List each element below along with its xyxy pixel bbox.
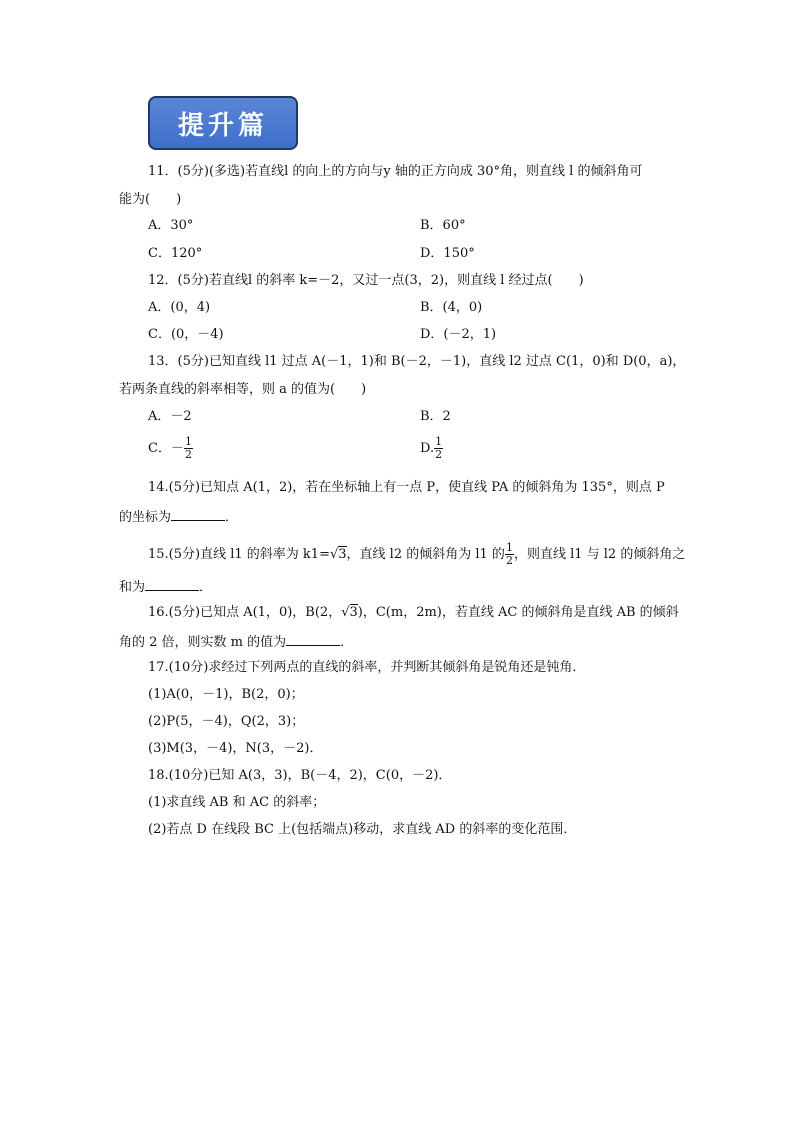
q11-option-a: A．30° (148, 218, 194, 233)
q12-option-d: D．(－2，1) (420, 327, 497, 342)
q13-option-a: A．－2 (148, 409, 192, 424)
q14-line2-prefix: 的坐标为 (119, 510, 172, 525)
q13-option-d-prefix: D. (420, 441, 435, 456)
q18-line1: 18.(10分)已知 A(3，3)，B(－4，2)，C(0，－2)． (148, 768, 452, 783)
section-banner: 提升篇 (148, 96, 298, 150)
q17-line1: 17.(10分)求经过下列两点的直线的斜率，并判断其倾斜角是锐角还是钝角． (148, 660, 586, 675)
q14-line2-suffix: ． (225, 510, 239, 525)
q16-line2-prefix: 角的 2 倍，则实数 m 的值为 (119, 635, 287, 650)
q11-line2: 能为( ) (119, 192, 182, 207)
q16-part2: )，C(m，2m)，若直线 AC 的倾斜角是直线 AB 的倾斜 (357, 605, 679, 620)
q15-part1: 15.(5分)直线 l1 的斜率为 k1= (148, 547, 330, 562)
answer-blank (145, 578, 199, 591)
q11-option-c: C．120° (148, 246, 203, 261)
q11-line1: 11．(5分)(多选)若直线l 的向上的方向与y 轴的正方向成 30°角，则直线 l 的倾斜角可 (148, 164, 643, 179)
q12-option-c: C．(0，－4) (148, 327, 224, 342)
answer-blank (171, 508, 225, 521)
sqrt-radicand: 3 (338, 547, 347, 562)
q16-line2 (119, 633, 353, 651)
fraction-numerator: 1 (505, 541, 513, 554)
sqrt-symbol: √ (341, 605, 350, 620)
q13-option-b: B．2 (420, 409, 451, 424)
q17-sub1: (1)A(0，－1)，B(2，0)； (148, 687, 304, 702)
q17-sub2: (2)P(5，－4)，Q(2，3)； (148, 714, 305, 729)
q11-option-d: D．150° (420, 246, 475, 261)
q15-line1 (148, 542, 685, 567)
q13-option-c (148, 436, 193, 461)
answer-blank (286, 633, 340, 646)
fraction-half (184, 436, 193, 461)
q18-sub1: (1)求直线 AB 和 AC 的斜率； (148, 795, 326, 810)
fraction-numerator: 1 (435, 435, 443, 448)
fraction-denominator: 2 (435, 448, 443, 461)
q14-line2 (119, 508, 238, 526)
q15-line2 (119, 578, 212, 596)
q12-option-a: A．(0，4) (148, 300, 211, 315)
sqrt-radicand: 3 (349, 605, 358, 620)
q18-sub2: (2)若点 D 在线段 BC 上(包括端点)移动，求直线 AD 的斜率的变化范围． (148, 822, 577, 837)
q14-line1: 14.(5分)已知点 A(1，2)，若在坐标轴上有一点 P，使直线 PA 的倾斜角为 135°，则点 P (148, 480, 665, 495)
q13-line2: 若两条直线的斜率相等，则 a 的值为( ) (119, 382, 367, 397)
q16-line2-suffix: ． (340, 635, 354, 650)
q16-part1: 16.(5分)已知点 A(1，0)，B(2， (148, 605, 342, 620)
fraction-denominator: 2 (184, 448, 192, 461)
fraction-half (505, 542, 514, 567)
fraction-numerator: 1 (184, 435, 192, 448)
q16-line1 (148, 605, 679, 621)
q15-part2: ，直线 l2 的倾斜角为 l1 的 (346, 547, 505, 562)
q12-option-b: B．(4，0) (420, 300, 483, 315)
q15-part3: ，则直线 l1 与 l2 的倾斜角之 (513, 547, 686, 562)
sqrt-symbol: √ (329, 547, 339, 562)
q15-line2-prefix: 和为 (119, 580, 146, 595)
q13-line1: 13．(5分)已知直线 l1 过点 A(－1，1)和 B(－2，－1)，直线 l2 过点 C(1，0)和 D(0，a)， (148, 354, 686, 369)
q13-option-c-prefix: C．－ (148, 441, 184, 456)
q13-option-d (420, 436, 443, 461)
q11-option-b: B．60° (420, 218, 466, 233)
fraction-half (434, 436, 443, 461)
fraction-denominator: 2 (505, 554, 513, 567)
q12-line1: 12．(5分)若直线l 的斜率 k=－2，又过一点(3，2)，则直线 l 经过点( ) (148, 273, 584, 288)
q17-sub3: (3)M(3，－4)，N(3，－2)． (148, 741, 323, 756)
q15-line2-suffix: ． (199, 580, 213, 595)
